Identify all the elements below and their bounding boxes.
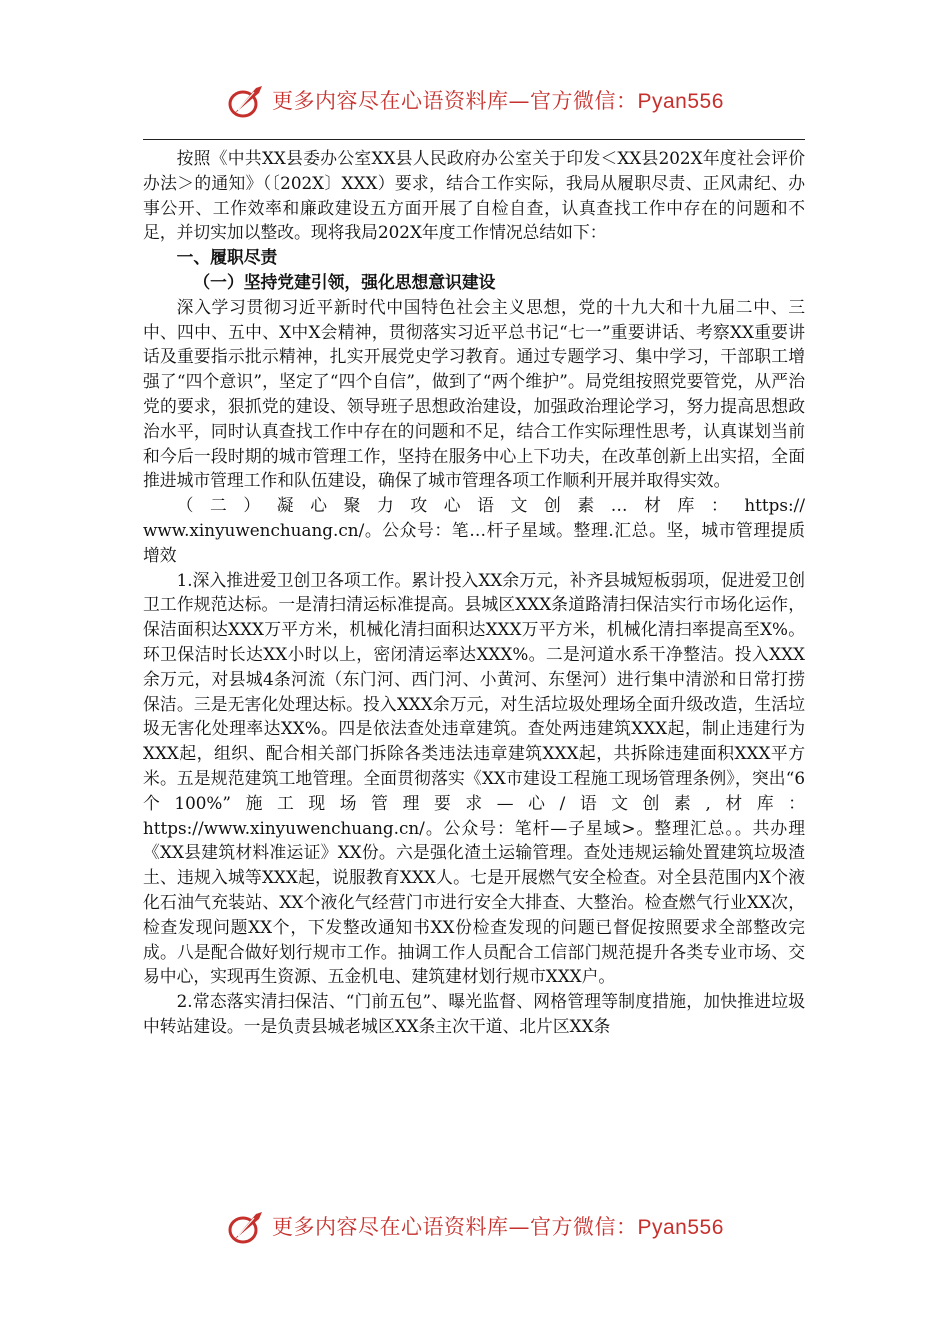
document-body: [143, 146, 805, 1039]
subsection-heading: （一）坚持党建引领，强化思想意识建设: [193, 271, 496, 292]
subsection-heading-2-line1: （二）凝心聚力攻心语文创素…材库：https://: [176, 495, 805, 516]
party-building-paragraph: 深入学习贯彻习近平新时代中国特色社会主义思想，党的十九大和十九届二中、三中、四中、五中、X中X会精神，贯彻落实习近平总书记“七一”重要讲话、考察XX重要讲话及重要指示批示精神，扎实开展党史学习教育。通过专题学习、集中学习，干部职工增强了“四个意识”，坚定了“四个自信”，做到了“两个维护”。局党组按照党要管党，从严治党的要求，狠抓党的建设、领导班子思想政治建设，加强政治理论学习，努力提高思想政治水平，同时认真查找工作中存在的问题和不足，结合工作实际理性思考，认真谋划当前和今后一段时期的城市管理工作，坚持在服务中心上下功夫，在改革创新上出实招，全面推进城市管理工作和队伍建设，确保了城市管理各项工作顺利开展并取得实效。: [143, 296, 805, 491]
wechat-id: Pyan556: [637, 90, 724, 113]
section-heading: 一、履职尽责: [176, 247, 278, 268]
subsection-heading-2-rest: www.xinyuwenchuang.cn/。公众号：笔…杆子星域。整理.汇总。坚，城市管理提质增效: [143, 519, 805, 565]
wechat-id: Pyan556: [637, 1216, 724, 1239]
quill-logo-icon: [226, 1210, 266, 1246]
item-1-paragraph: 1.深入推进爱卫创卫各项工作。累计投入XX余万元，补齐县城短板弱项，促进爱卫创卫工作规范达标。一是清扫清运标准提高。县城区XXX条道路清扫保洁实行市场化运作，保洁面积达XXX万平方米，机械化清扫面积达XXX万平方米，机械化清扫率提高至X%。环卫保洁时长达XX小时以上，密闭清运率达XXX%。二是河道水系干净整洁。投入XXX余万元，对县城4条河流（东门河、西门河、小黄河、东堡河）进行集中清淤和日常打捞保洁。三是无害化处理达标。投入XXX余万元，对生活垃圾处理场全面升级改造，生活垃圾无害化处理率达XX%。四是依法查处违章建筑。查处两违建筑XXX起，制止违建行为XXX起，组织、配合相关部门拆除各类违法违章建筑XXX起，共拆除违建面积XXX平方米。五是规范建筑工地管理。全面贯彻落实《XX市建设工程施工现场管理条例》，突出“6个100%”施工现场管理要求—心/语文创素,材库：https://www.xinyuwenchuang.cn/。公众号：笔杆—子星域>。整理汇总。。共办理《XX县建筑材料准运证》XX份。六是强化渣土运输管理。查处违规运输处置建筑垃圾渣土、违规入城等XXX起，说服教育XXX人。七是开展燃气安全检查。对全县范围内X个液化石油气充装站、XX个液化气经营门市进行安全大排查、大整治。检查燃气行业XX次，检查发现问题XX个，下发整改通知书XX份检查发现的问题已督促按照要求全部整改完成。八是配合做好划行规市工作。抽调工作人员配合工信部门规范提升各类专业市场、交易中心，实现再生资源、五金机电、建筑建材划行规市XXX户。: [143, 569, 805, 987]
header-divider: [143, 139, 805, 140]
intro-paragraph: 按照《中共XX县委办公室XX县人民政府办公室关于印发＜XX县202X年度社会评价办法＞的通知》（〔202X〕XXX）要求，结合工作实际，我局从履职尽责、正风肃纪、办事公开、工作效率和廉政建设五方面开展了自检自查，认真查找工作中存在的问题和不足，并切实加以整改。现将我局202X年度工作情况总结如下：: [143, 148, 805, 243]
item-2-paragraph: 2.常态落实清扫保洁、“门前五包”、曝光监督、网格管理等制度措施，加快推进垃圾中转站建设。一是负责县城老城区XX条主次干道、北片区XX条: [143, 991, 805, 1036]
watermark-text: 更多内容尽在心语资料库—官方微信：Pyan556: [272, 1215, 724, 1239]
quill-logo-icon: [226, 84, 266, 120]
watermark-text: 更多内容尽在心语资料库—官方微信：Pyan556: [272, 89, 724, 113]
subsection-heading-2: [143, 493, 805, 567]
footer-watermark: [0, 1206, 950, 1250]
header-watermark: [0, 80, 950, 124]
